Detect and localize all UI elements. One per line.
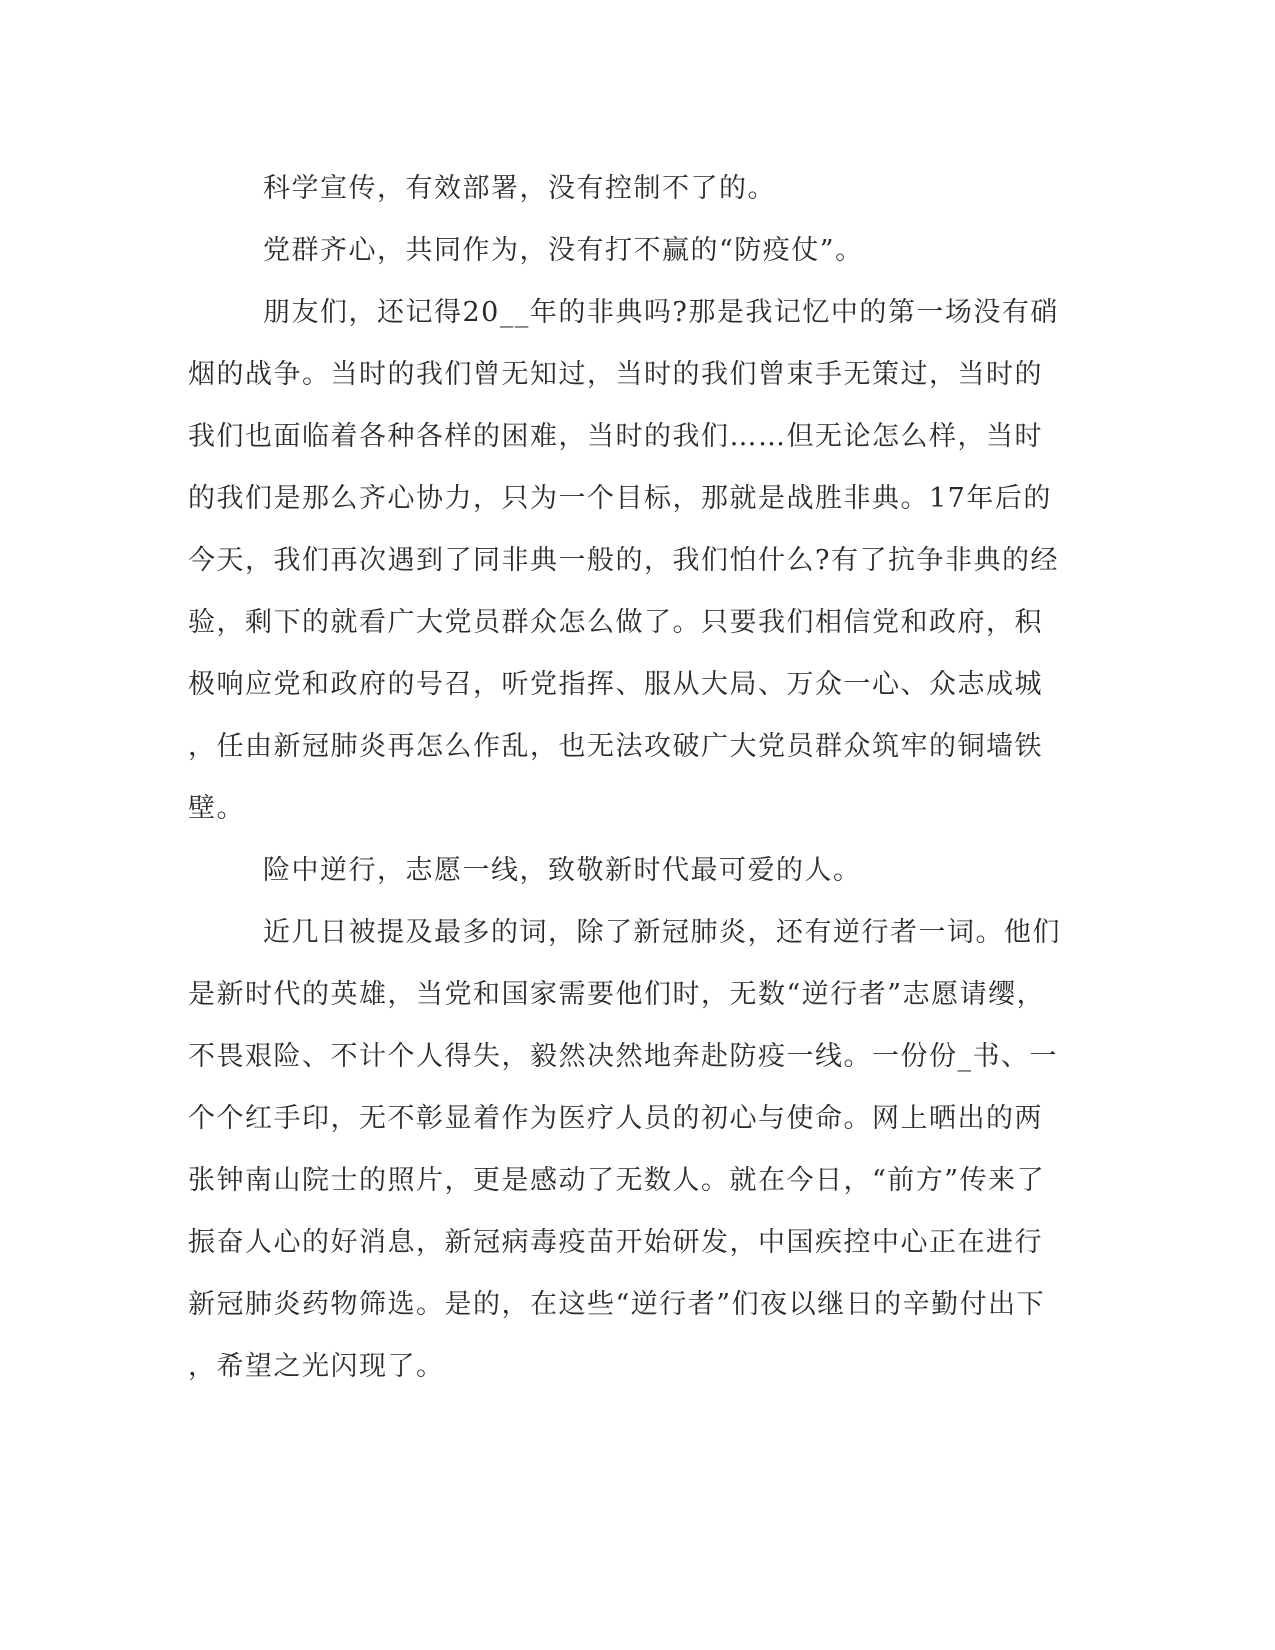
paragraph-line: 今天，我们再次遇到了同非典一般的，我们怕什么?有了抗争非典的经 — [188, 545, 1059, 576]
paragraph-line: 极响应党和政府的号召，听党指挥、服从大局、万众一心、众志成城 — [188, 669, 1043, 700]
paragraph-line: 我们也面临着各种各样的困难，当时的我们……但无论怎么样，当时 — [188, 421, 1043, 452]
paragraph-line: 科学宣传，有效部署，没有控制不了的。 — [263, 173, 776, 204]
paragraph-line: ，任由新冠肺炎再怎么作乱，也无法攻破广大党员群众筑牢的铜墙铁 — [188, 731, 1043, 762]
paragraph-line: 烟的战争。当时的我们曾无知过，当时的我们曾束手无策过，当时的 — [188, 359, 1043, 390]
paragraph-line: 不畏艰险、不计个人得失，毅然决然地奔赴防疫一线。一份份_书、一 — [188, 1041, 1058, 1072]
paragraph-line: 新冠肺炎药物筛选。是的，在这些“逆行者”们夜以继日的辛勤付出下 — [188, 1289, 1046, 1320]
paragraph-line: 验，剩下的就看广大党员群众怎么做了。只要我们相信党和政府，积 — [188, 607, 1043, 638]
paragraph-line: 险中逆行，志愿一线，致敬新时代最可爱的人。 — [263, 855, 862, 886]
paragraph-line: 的我们是那么齐心协力，只为一个目标，那就是战胜非典。17年后的 — [188, 483, 1052, 514]
paragraph-line: ，希望之光闪现了。 — [188, 1351, 445, 1382]
paragraph-line: 党群齐心，共同作为，没有打不赢的“防疫仗”。 — [263, 235, 864, 266]
paragraph-line: 张钟南山院士的照片，更是感动了无数人。就在今日，“前方”传来了 — [188, 1165, 1046, 1196]
document-body — [188, 158, 1083, 1398]
paragraph-line: 朋友们，还记得20__年的非典吗?那是我记忆中的第一场没有硝 — [263, 297, 1059, 328]
paragraph-line: 近几日被提及最多的词，除了新冠肺炎，还有逆行者一词。他们 — [263, 917, 1061, 948]
paragraph-line: 壁。 — [188, 793, 245, 824]
paragraph-line: 是新时代的英雄，当党和国家需要他们时，无数“逆行者”志愿请缨， — [188, 979, 1046, 1010]
paragraph-line: 个个红手印，无不彰显着作为医疗人员的初心与使命。网上晒出的两 — [188, 1103, 1043, 1134]
paragraph-line: 振奋人心的好消息，新冠病毒疫苗开始研发，中国疾控中心正在进行 — [188, 1227, 1043, 1258]
